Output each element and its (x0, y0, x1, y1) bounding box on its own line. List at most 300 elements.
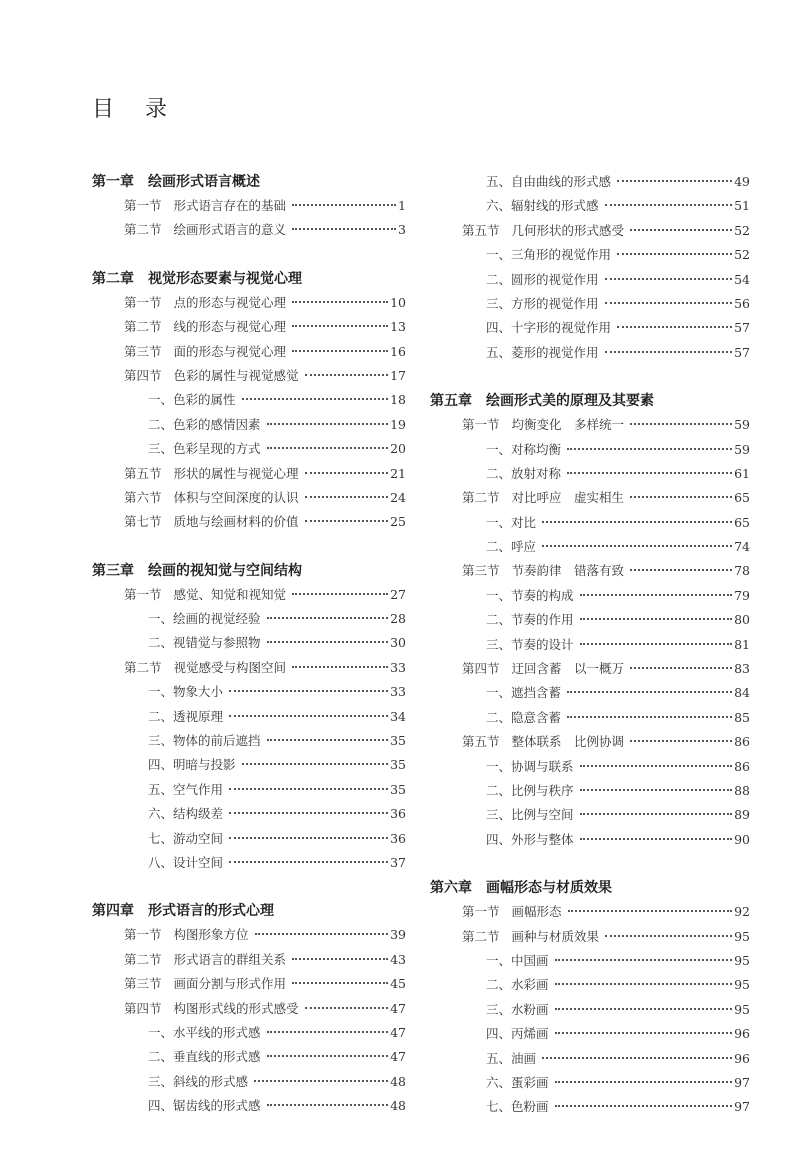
entry-title: 菱形的视觉作用 (511, 344, 599, 360)
entry-title: 色彩的感情因素 (173, 416, 261, 432)
toc-subsection-entry[interactable] (430, 292, 750, 316)
entry-number: 一、 (486, 514, 512, 530)
toc-section-entry[interactable] (430, 730, 750, 754)
entry-label (148, 631, 261, 655)
entry-number: 第二节 (124, 319, 162, 335)
page-number: 48 (390, 1098, 406, 1114)
page-number: 20 (390, 441, 406, 457)
entry-label (462, 900, 562, 924)
dot-leader (292, 203, 396, 206)
entry-title: 整体联系 比例协调 (511, 734, 625, 750)
toc-section-entry[interactable] (430, 900, 750, 924)
entry-title: 绘画的视觉经验 (173, 611, 261, 627)
entry-number: 第六节 (124, 489, 162, 505)
entry-number: 二、 (148, 708, 174, 724)
toc-section-entry[interactable] (92, 291, 406, 315)
dot-leader (617, 179, 732, 182)
toc-section-entry[interactable] (92, 510, 406, 534)
entry-title: 物象大小 (173, 684, 224, 700)
page-number: 52 (734, 222, 750, 238)
entry-title: 构图形象方位 (173, 927, 249, 943)
dot-leader (605, 934, 732, 937)
entry-label (148, 388, 236, 412)
page-title: 目 录 (92, 97, 179, 122)
toc-subsection-entry[interactable] (430, 973, 750, 997)
page-number: 33 (390, 684, 406, 700)
entry-label (486, 584, 574, 608)
page-number: 28 (390, 611, 406, 627)
entry-title: 形式语言存在的基础 (173, 198, 287, 213)
chapter-heading[interactable]: 第五章 绘画形式美的原理及其要素 (430, 393, 654, 410)
entry-label (486, 706, 561, 730)
entry-label (148, 607, 261, 631)
toc-subsection-entry[interactable] (430, 170, 750, 194)
dot-leader (580, 788, 733, 791)
toc-subsection-entry[interactable] (430, 1022, 750, 1046)
entry-label (148, 705, 223, 729)
page-number: 30 (390, 635, 406, 651)
entry-label (486, 633, 574, 657)
entry-number: 二、 (486, 977, 512, 993)
dot-leader (267, 1103, 389, 1106)
entry-title: 水彩画 (511, 977, 549, 993)
dot-leader (229, 689, 388, 692)
entry-title: 明暗与投影 (173, 757, 236, 773)
entry-label (148, 827, 223, 851)
entry-title: 体积与空间深度的认识 (173, 489, 299, 505)
entry-title: 外形与整体 (511, 831, 574, 847)
entry-title: 圆形的视觉作用 (511, 271, 599, 287)
spacer (92, 243, 406, 267)
entry-title: 感觉、知觉和视知觉 (173, 586, 287, 602)
dot-leader (567, 690, 732, 693)
chapter-heading[interactable]: 第六章 画幅形态与材质效果 (430, 880, 612, 897)
page-number: 90 (734, 831, 750, 847)
entry-label (486, 511, 536, 535)
dot-leader (605, 301, 733, 304)
entry-number: 一、 (148, 611, 174, 627)
entry-title: 画面分割与形式作用 (173, 976, 287, 992)
entry-title: 对比 (511, 514, 537, 530)
entry-title: 视觉感受与构图空间 (173, 659, 287, 675)
page-number: 35 (390, 781, 406, 797)
toc-subsection-entry[interactable] (430, 1071, 750, 1095)
chapter-heading[interactable]: 第二章 视觉形态要素与视觉心理 (92, 270, 302, 287)
dot-leader (267, 446, 389, 449)
entry-label (486, 535, 536, 559)
page-number: 61 (734, 465, 750, 481)
toc-subsection-entry[interactable] (92, 802, 406, 826)
entry-title: 对比呼应 虚实相生 (511, 490, 625, 506)
entry-number: 第二节 (462, 928, 500, 944)
entry-label (486, 608, 574, 632)
dot-leader (617, 252, 732, 255)
toc-section-entry[interactable] (92, 656, 406, 680)
dot-leader (630, 422, 732, 425)
entry-number: 第五节 (462, 222, 500, 238)
page-number: 52 (734, 247, 750, 263)
entry-label (148, 802, 223, 826)
toc-subsection-entry[interactable] (430, 803, 750, 827)
entry-label (148, 778, 223, 802)
page-number: 24 (390, 489, 406, 505)
page-number: 81 (734, 636, 750, 652)
entry-title: 构图形式线的形式感受 (173, 1000, 299, 1016)
entry-number: 第三节 (124, 343, 162, 359)
toc-subsection-entry[interactable] (92, 729, 406, 753)
entry-label (486, 1095, 549, 1119)
toc-subsection-entry[interactable] (92, 778, 406, 802)
entry-title: 游动空间 (173, 830, 224, 846)
entry-label (124, 923, 249, 947)
entry-title: 色粉画 (511, 1099, 549, 1115)
toc-subsection-entry[interactable] (92, 705, 406, 729)
dot-leader (542, 1056, 732, 1059)
entry-number: 二、 (148, 1049, 174, 1065)
entry-title: 色彩呈现的方式 (173, 441, 261, 457)
entry-title: 水平线的形式感 (173, 1024, 261, 1040)
toc-subsection-entry[interactable] (430, 633, 750, 657)
toc-subsection-entry[interactable] (430, 998, 750, 1022)
toc-section-entry[interactable] (92, 194, 406, 218)
toc-subsection-entry[interactable] (92, 413, 406, 437)
spacer (92, 535, 406, 559)
dot-leader (555, 958, 733, 961)
entry-title: 均衡变化 多样统一 (511, 417, 625, 433)
page-number: 74 (734, 539, 750, 555)
entry-title: 对称均衡 (511, 441, 562, 457)
toc-section-entry[interactable] (92, 340, 406, 364)
dot-leader (555, 1031, 733, 1034)
entry-number: 第一节 (124, 586, 162, 602)
toc-subsection-entry[interactable] (430, 462, 750, 486)
entry-number: 三、 (486, 636, 512, 652)
page-number: 56 (734, 295, 750, 311)
entry-number: 第四节 (124, 367, 162, 383)
toc-left-column (92, 170, 406, 1119)
toc-subsection-entry[interactable] (430, 438, 750, 462)
entry-title: 迂回含蓄 以一概万 (511, 661, 625, 677)
entry-number: 四、 (486, 320, 512, 336)
page-number: 86 (734, 758, 750, 774)
entry-label (486, 341, 599, 365)
toc-subsection-entry[interactable] (92, 753, 406, 777)
dot-leader (305, 373, 389, 376)
toc-subsection-entry[interactable] (92, 607, 406, 631)
page-number: 95 (734, 1001, 750, 1017)
toc-subsection-entry[interactable] (430, 268, 750, 292)
entry-number: 二、 (486, 709, 512, 725)
toc-section-entry[interactable] (92, 218, 406, 242)
entry-number: 一、 (486, 441, 512, 457)
toc-section-entry[interactable] (92, 364, 406, 388)
page-number: 57 (734, 344, 750, 360)
page-number: 97 (734, 1074, 750, 1090)
dot-leader (605, 203, 733, 206)
page-number: 1 (398, 198, 406, 213)
entry-number: 第二节 (124, 659, 162, 675)
toc-section-entry[interactable] (92, 923, 406, 947)
entry-number: 二、 (486, 539, 512, 555)
toc-subsection-entry[interactable] (430, 1095, 750, 1119)
entry-label (124, 291, 286, 315)
entry-label (486, 973, 549, 997)
entry-number: 三、 (486, 295, 512, 311)
entry-number: 一、 (486, 685, 512, 701)
dot-leader (305, 495, 389, 498)
entry-label (124, 218, 286, 242)
dot-leader (630, 228, 732, 231)
dot-leader (267, 640, 389, 643)
toc-subsection-entry[interactable] (92, 437, 406, 461)
entry-title: 透视原理 (173, 708, 224, 724)
entry-label (486, 998, 549, 1022)
entry-label (486, 779, 574, 803)
page-number: 95 (734, 928, 750, 944)
entry-number: 第二节 (462, 490, 500, 506)
toc-subsection-entry[interactable] (430, 608, 750, 632)
entry-label (148, 851, 223, 875)
entry-label (486, 755, 574, 779)
page-number: 25 (390, 514, 406, 530)
dot-leader (229, 836, 388, 839)
toc-subsection-entry[interactable] (430, 511, 750, 535)
entry-title: 呼应 (511, 539, 537, 555)
page-number: 49 (734, 174, 750, 189)
chapter-heading[interactable]: 第三章 绘画的视知觉与空间结构 (92, 562, 302, 579)
toc-subsection-entry[interactable] (430, 706, 750, 730)
toc-section-entry[interactable] (430, 657, 750, 681)
entry-title: 形状的属性与视觉心理 (173, 465, 299, 481)
page-number: 17 (390, 367, 406, 383)
entry-number: 第五节 (462, 734, 500, 750)
page-number: 51 (734, 198, 750, 214)
dot-leader (305, 519, 389, 522)
page-number: 10 (390, 294, 406, 310)
entry-number: 第三节 (462, 563, 500, 579)
entry-title: 画幅形态 (511, 904, 562, 920)
entry-number: 六、 (486, 198, 512, 214)
entry-label (462, 559, 624, 583)
page-number: 57 (734, 320, 750, 336)
entry-label (462, 219, 624, 243)
entry-title: 几何形状的形式感受 (511, 222, 625, 238)
page-number: 54 (734, 271, 750, 287)
toc-subsection-entry[interactable] (430, 949, 750, 973)
entry-number: 三、 (148, 441, 174, 457)
toc-subsection-entry[interactable] (430, 316, 750, 340)
entry-label (124, 486, 299, 510)
toc-subsection-entry[interactable] (92, 1021, 406, 1045)
dot-leader (267, 616, 389, 619)
entry-label (486, 949, 549, 973)
entry-title: 水粉画 (511, 1001, 549, 1017)
toc-subsection-entry[interactable] (92, 1045, 406, 1069)
toc-subsection-entry[interactable] (430, 584, 750, 608)
entry-number: 七、 (486, 1099, 512, 1115)
entry-number: 二、 (486, 782, 512, 798)
page-number: 19 (390, 416, 406, 432)
spacer (430, 852, 750, 876)
page-number: 21 (390, 465, 406, 481)
entry-title: 节奏的作用 (511, 612, 574, 628)
dot-leader (292, 349, 388, 352)
dot-leader (630, 739, 732, 742)
entry-title: 结构级差 (173, 806, 224, 822)
dot-leader (292, 665, 388, 668)
dot-leader (292, 592, 388, 595)
entry-title: 协调与联系 (511, 758, 574, 774)
entry-number: 二、 (486, 271, 512, 287)
entry-number: 一、 (148, 684, 174, 700)
dot-leader (292, 981, 388, 984)
entry-title: 斜线的形式感 (173, 1073, 249, 1089)
entry-number: 三、 (148, 1073, 174, 1089)
toc-subsection-entry[interactable] (430, 755, 750, 779)
page-number: 84 (734, 685, 750, 701)
page-number: 65 (734, 490, 750, 506)
entry-number: 第三节 (124, 976, 162, 992)
entry-number: 第二节 (124, 951, 162, 967)
entry-label (124, 583, 286, 607)
entry-title: 绘画形式语言的意义 (173, 222, 287, 238)
toc-subsection-entry[interactable] (430, 681, 750, 705)
chapter-heading[interactable]: 第一章 绘画形式语言概述 (92, 174, 260, 190)
chapter-heading[interactable]: 第四章 形式语言的形式心理 (92, 903, 274, 920)
page-number: 47 (390, 1000, 406, 1016)
dot-leader (555, 1007, 733, 1010)
entry-label (148, 1094, 261, 1118)
toc-subsection-entry[interactable] (92, 827, 406, 851)
entry-label (486, 268, 599, 292)
entry-label (148, 437, 261, 461)
page-number: 3 (398, 222, 406, 238)
entry-title: 放射对称 (511, 465, 562, 481)
entry-number: 第一节 (124, 294, 162, 310)
page-number: 27 (390, 586, 406, 602)
toc-section-entry[interactable] (430, 925, 750, 949)
toc-section-entry[interactable] (92, 486, 406, 510)
page-number: 96 (734, 1050, 750, 1066)
entry-number: 四、 (148, 1098, 174, 1114)
toc-subsection-entry[interactable] (430, 1047, 750, 1071)
toc-section-entry[interactable] (92, 997, 406, 1021)
toc-subsection-entry[interactable] (430, 194, 750, 218)
toc-subsection-entry[interactable] (430, 828, 750, 852)
toc-section-entry[interactable] (430, 486, 750, 510)
entry-label (486, 292, 599, 316)
toc-subsection-entry[interactable] (430, 535, 750, 559)
toc-subsection-entry[interactable] (430, 341, 750, 365)
entry-number: 四、 (486, 1026, 512, 1042)
dot-leader (229, 860, 388, 863)
entry-number: 一、 (486, 587, 512, 603)
dot-leader (580, 617, 733, 620)
dot-leader (555, 1104, 733, 1107)
entry-label (462, 730, 624, 754)
entry-label (486, 1047, 536, 1071)
entry-label (148, 753, 236, 777)
entry-number: 二、 (148, 416, 174, 432)
toc-subsection-entry[interactable] (92, 1070, 406, 1094)
toc-section-entry[interactable] (92, 315, 406, 339)
toc-subsection-entry[interactable] (92, 1094, 406, 1118)
dot-leader (229, 787, 388, 790)
entry-number: 二、 (148, 635, 174, 651)
toc-section-entry[interactable] (430, 413, 750, 437)
dot-leader (630, 495, 732, 498)
toc-section-entry[interactable] (430, 559, 750, 583)
toc-section-entry[interactable] (92, 948, 406, 972)
entry-title: 比例与空间 (511, 807, 574, 823)
page-number: 59 (734, 417, 750, 433)
dot-leader (292, 324, 388, 327)
page-number: 39 (390, 927, 406, 943)
dot-leader (292, 227, 396, 230)
entry-label (462, 486, 624, 510)
dot-leader (555, 982, 733, 985)
toc-subsection-entry[interactable] (430, 779, 750, 803)
entry-label (148, 680, 223, 704)
toc-subsection-entry[interactable] (92, 680, 406, 704)
entry-title: 节奏韵律 错落有致 (511, 563, 625, 579)
page-number: 83 (734, 661, 750, 677)
page-number: 43 (390, 951, 406, 967)
entry-label (486, 1022, 549, 1046)
entry-title: 十字形的视觉作用 (511, 320, 612, 336)
page-number: 47 (390, 1024, 406, 1040)
entry-title: 线的形态与视觉心理 (173, 319, 287, 335)
toc-subsection-entry[interactable] (92, 631, 406, 655)
entry-label (148, 413, 261, 437)
toc-section-entry[interactable] (92, 972, 406, 996)
page-number: 37 (390, 854, 406, 870)
entry-label (124, 364, 299, 388)
entry-title: 油画 (511, 1050, 537, 1066)
dot-leader (229, 811, 388, 814)
page-number: 89 (734, 807, 750, 823)
dot-leader (542, 520, 732, 523)
entry-title: 视错觉与参照物 (173, 635, 261, 651)
entry-title: 画种与材质效果 (511, 928, 600, 944)
entry-number: 三、 (486, 1001, 512, 1017)
page-number: 34 (390, 708, 406, 724)
entry-number: 四、 (486, 831, 512, 847)
toc-subsection-entry[interactable] (92, 851, 406, 875)
toc-section-entry[interactable] (430, 219, 750, 243)
entry-label (148, 1045, 261, 1069)
page-number: 45 (390, 976, 406, 992)
dot-leader (580, 812, 733, 815)
toc-section-entry[interactable] (92, 583, 406, 607)
toc-section-entry[interactable] (92, 462, 406, 486)
toc-subsection-entry[interactable] (92, 388, 406, 412)
entry-label (486, 803, 574, 827)
page-number: 95 (734, 952, 750, 968)
entry-number: 五、 (486, 174, 512, 189)
dot-leader (242, 397, 389, 400)
entry-label (486, 170, 611, 194)
entry-label (486, 194, 599, 218)
entry-number: 三、 (148, 733, 174, 749)
page-number: 85 (734, 709, 750, 725)
page-number: 78 (734, 563, 750, 579)
entry-number: 一、 (148, 392, 174, 408)
entry-title: 点的形态与视觉心理 (173, 294, 287, 310)
toc-subsection-entry[interactable] (430, 243, 750, 267)
entry-label (486, 681, 561, 705)
entry-number: 一、 (486, 758, 512, 774)
